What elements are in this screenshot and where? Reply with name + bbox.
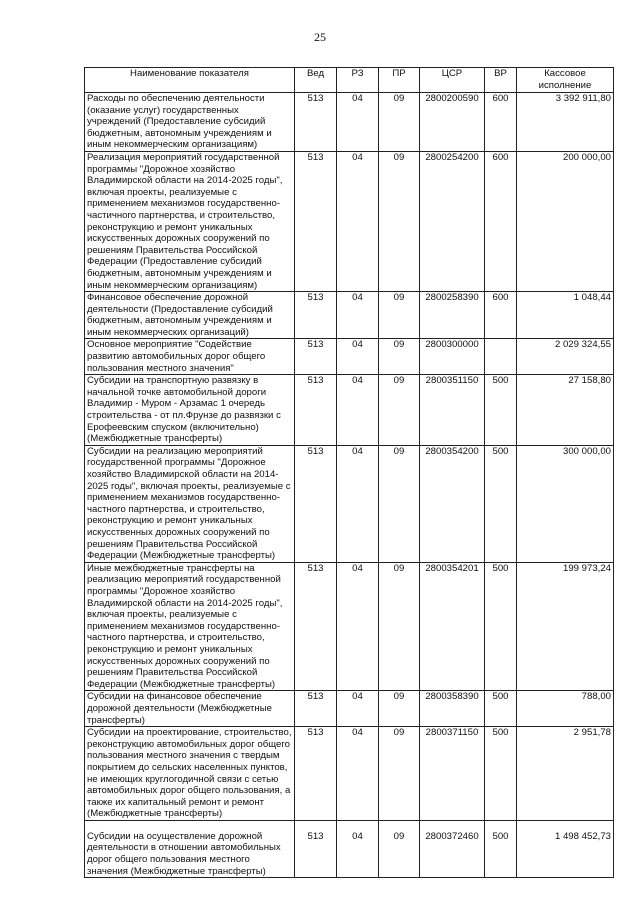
cell-ved: 513 [295,445,337,562]
cell-ved: 513 [295,727,337,821]
expenditure-table [84,67,614,878]
cell-rz: 04 [337,339,379,375]
cell-csr: 2800300000 [420,339,485,375]
cell-vr: 500 [485,691,517,727]
cell-csr: 2800358390 [420,691,485,727]
cell-rz: 04 [337,562,379,691]
cell-pr: 09 [379,562,420,691]
cell-vr [485,339,517,375]
cell-rz: 04 [337,445,379,562]
cell-name: Субсидии на проектирование, строительство, реконструкцию автомобильных дорог общего пользования местного значения с твердым покрытием до сельских населенных пунктов, не имеющих круглогодичной связи с сетью автомобильных дорог общего пользования, а также их капитальный ремонт и ремонт (Межбюджетные трансферты) [85,727,295,821]
cell-name: Финансовое обеспечение дорожной деятельности (Предоставление субсидий бюджетным, автономным учреждениям и иным некоммерческих организаций) [85,292,295,339]
cell-amount: 3 392 911,80 [517,93,614,152]
header-name: Наименование показателя [85,68,295,93]
cell-csr: 2800258390 [420,292,485,339]
cell-csr: 2800354200 [420,445,485,562]
cell-csr: 2800354201 [420,562,485,691]
cell-pr: 09 [379,820,420,877]
cell-ved: 513 [295,562,337,691]
cell-vr: 500 [485,375,517,446]
cell-name: Реализация мероприятий государственной программы "Дорожное хозяйство Владимирской области на 2014-2025 годы", включая проекты, реализуемые с применением механизмов государственно-частичного партнерства, и строительство, реконструкцию и ремонт уникальных искусственных дорожных сооружений по решениям Правительства Российской Федерации (Предоставление субсидий бюджетным, автономным учреждениям и иным некоммерческим организациям) [85,151,295,291]
table-row [85,691,614,727]
table-row [85,339,614,375]
header-rz: РЗ [337,68,379,93]
cell-vr: 600 [485,93,517,152]
header-amount: Кассовое исполнение [517,68,614,93]
cell-name: Субсидии на осуществление дорожной деятельности в отношении автомобильных дорог общего пользования местного значения (Межбюджетные трансферты) [85,820,295,877]
cell-rz: 04 [337,820,379,877]
cell-pr: 09 [379,292,420,339]
table-row [85,93,614,152]
cell-name: Иные межбюджетные трансферты на реализацию мероприятий государственной программы "Дорожное хозяйство Владимирской области на 2014-2025 годы", включая проекты, реализуемые с применением механизмов государственно-частного партнерства, и строительство, реконструкцию и ремонт уникальных искусственных дорожных сооружений по решениям Правительства Российской Федерации (Межбюджетные трансферты) [85,562,295,691]
cell-pr: 09 [379,93,420,152]
cell-name: Субсидии на транспортную развязку в начальной точке автомобильной дороги Владимир - Муром - Арзамас 1 очередь строительства - от пл.Фрунзе до развязки с Ерофеевским спуском (включительно) (Межбюджетные трансферты) [85,375,295,446]
cell-name: Субсидии на реализацию мероприятий государственной программы "Дорожное хозяйство Владимирской области на 2014-2025 годы", включая проекты, реализуемые с применением механизмов государственно-частного партнерства, и строительство, реконструкцию и ремонт уникальных искусственных дорожных сооружений по решениям Правительства Российской Федерации (Межбюджетные трансферты) [85,445,295,562]
cell-ved: 513 [295,93,337,152]
cell-rz: 04 [337,375,379,446]
header-vr: ВР [485,68,517,93]
cell-name: Расходы по обеспечению деятельности (оказание услуг) государственных учреждений (Предоставление субсидий бюджетным, автономным учреждениям и иным некоммерческим организациям) [85,93,295,152]
cell-rz: 04 [337,727,379,821]
cell-name: Основное мероприятие "Содействие развитию автомобильных дорог общего пользования местного значения" [85,339,295,375]
cell-vr: 500 [485,820,517,877]
cell-csr: 2800371150 [420,727,485,821]
cell-amount: 788,00 [517,691,614,727]
cell-pr: 09 [379,727,420,821]
cell-ved: 513 [295,151,337,291]
cell-pr: 09 [379,691,420,727]
cell-vr: 500 [485,445,517,562]
cell-ved: 513 [295,691,337,727]
cell-csr: 2800200590 [420,93,485,152]
cell-vr: 600 [485,151,517,291]
table-row [85,727,614,821]
cell-rz: 04 [337,93,379,152]
cell-csr: 2800351150 [420,375,485,446]
cell-pr: 09 [379,151,420,291]
cell-amount: 2 951,78 [517,727,614,821]
cell-amount: 300 000,00 [517,445,614,562]
cell-amount: 1 048,44 [517,292,614,339]
cell-rz: 04 [337,691,379,727]
cell-name: Субсидии на финансовое обеспечение дорожной деятельности (Межбюджетные трансферты) [85,691,295,727]
table-row [85,375,614,446]
cell-pr: 09 [379,375,420,446]
cell-vr: 500 [485,562,517,691]
page-number: 25 [314,30,326,44]
header-pr: ПР [379,68,420,93]
cell-ved: 513 [295,820,337,877]
header-csr: ЦСР [420,68,485,93]
cell-ved: 513 [295,375,337,446]
cell-amount: 2 029 324,55 [517,339,614,375]
table-row [85,820,614,877]
cell-rz: 04 [337,151,379,291]
cell-rz: 04 [337,292,379,339]
table-row [85,151,614,291]
cell-pr: 09 [379,339,420,375]
table-row [85,562,614,691]
cell-amount: 200 000,00 [517,151,614,291]
cell-amount: 27 158,80 [517,375,614,446]
cell-amount: 199 973,24 [517,562,614,691]
header-ved: Вед [295,68,337,93]
cell-vr: 500 [485,727,517,821]
cell-ved: 513 [295,339,337,375]
cell-amount: 1 498 452,73 [517,820,614,877]
cell-csr: 2800372460 [420,820,485,877]
cell-vr: 600 [485,292,517,339]
cell-pr: 09 [379,445,420,562]
table-row [85,292,614,339]
cell-csr: 2800254200 [420,151,485,291]
table-row [85,445,614,562]
cell-ved: 513 [295,292,337,339]
table-header-row [85,68,614,93]
